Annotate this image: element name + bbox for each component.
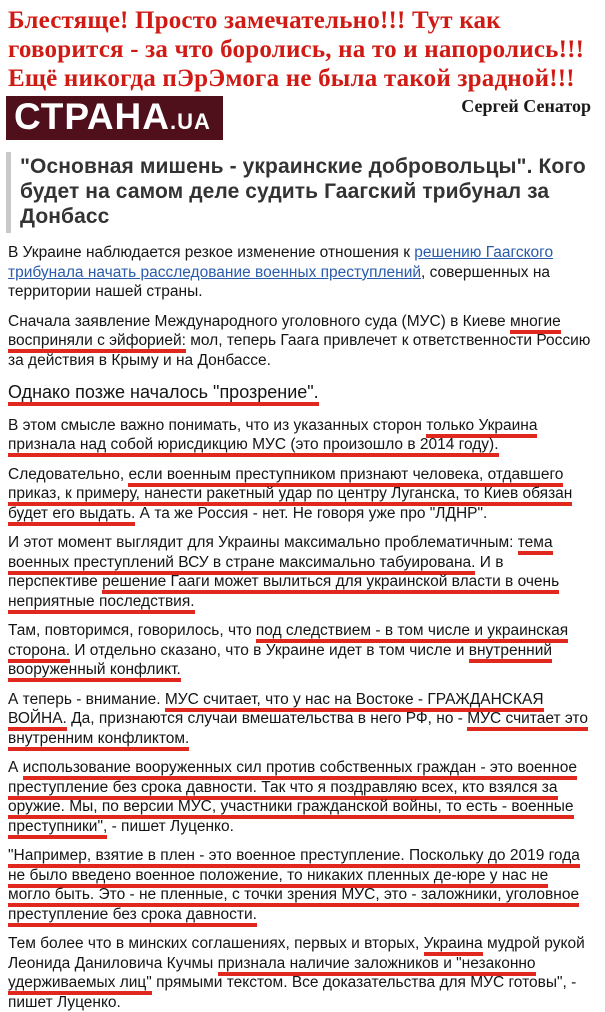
text-segment: И отдельно сказано, что в Украине идет в том числе и xyxy=(70,641,469,659)
text-segment: Следовательно, xyxy=(8,465,129,483)
red-underlined-text: решение Гааги может вылиться для украинской власти в очень неприятные последствия. xyxy=(8,573,559,614)
article-link[interactable]: решению Гаагского трибунала начать расследование военных преступлений xyxy=(8,244,554,281)
red-underlined-text: внутренний вооруженный конфликт. xyxy=(8,642,552,683)
article-paragraph xyxy=(8,621,593,680)
article-subhead xyxy=(8,383,593,403)
text-segment: Тем более что в минских соглашениях, первых и вторых, xyxy=(8,935,424,952)
text-segment: А та же Россия - нет. Не говоря уже про "ЛДНР". xyxy=(135,504,488,522)
text-segment: А xyxy=(8,759,23,776)
red-underlined-text: под следствием - в том числе и украинская сторона. xyxy=(8,622,568,663)
text-segment: В этом смысле важно понимать, что из указанных сторон xyxy=(8,416,427,434)
text-segment: А теперь - внимание. xyxy=(8,690,165,708)
article-paragraph xyxy=(8,690,593,749)
red-underlined-text: Однако позже началось "прозрение". xyxy=(8,382,319,406)
article-paragraph xyxy=(8,934,593,1012)
text-segment: прямыми текстом. Все доказательства для МУС готовы", - пишет Луценко. xyxy=(8,974,577,1011)
strana-ua-logo[interactable] xyxy=(6,96,223,140)
red-underlined-text: только Украина признала над собой юрисдикцию МУС (это произошло в 2014 году). xyxy=(8,417,537,458)
text-segment: - пишет Луценко. xyxy=(107,817,234,835)
article-headline: "Основная мишень - украинские добровольцы". Кого будет на самом деле судить Гаагский трибунал за Донбасс xyxy=(20,155,586,228)
text-segment: Там, повторимся, говорилось, что xyxy=(8,622,256,639)
article-paragraph xyxy=(8,243,593,302)
text-segment: Да, признаются случаи вмешательства в него РФ, но - xyxy=(66,710,468,727)
red-underlined-text: признала наличие заложников и "незаконно удерживаемых лиц" xyxy=(8,955,536,996)
text-segment: В Украине наблюдается резкое изменение отношения к xyxy=(8,244,415,261)
text-segment: , совершенных на территории нашей страны. xyxy=(8,263,551,300)
text-segment: И в перспективе xyxy=(8,553,504,590)
article-paragraph xyxy=(8,758,593,836)
annotation-author: Сергей Сенатор xyxy=(461,96,591,116)
article-paragraph xyxy=(8,312,593,371)
red-underlined-text: МУС считает, что у нас на Востоке - ГРАЖДАНСКАЯ ВОЙНА. xyxy=(8,691,544,732)
text-segment: И этот момент выглядит для Украины максимально проблематичным: xyxy=(8,534,518,551)
red-underlined-text: если военным преступником признают человека, отдавшего приказ, к примеру, нанести ракетный удар по центру Луганска, то Киев обязан будет его выдать. xyxy=(8,466,572,526)
red-underlined-text: "Например, взятие в плен - это военное преступление. Поскольку до 2019 года не было введено военное положение, то никаких пленных де-юре у нас не могло быть. Это - не пленные, с точки зрения МУС, это - заложники, уголовное преступление без срока давности. xyxy=(8,847,580,927)
text-segment: мол, теперь Гаага привлечет к ответственности Россию за действия в Крыму и на Донбассе. xyxy=(8,332,591,369)
text-segment: Сначала заявление Международного уголовного суда (МУС) в Киеве xyxy=(8,312,510,330)
top-annotation: Блестяще! Просто замечательно!!! Тут как говорится - за что боролись, на то и напоролись!!! Ещё никогда пЭрЭмога не была такой зрадной!!! xyxy=(8,7,585,92)
red-underlined-text: многие восприняли с эйфорией: xyxy=(8,313,561,354)
article-paragraph xyxy=(8,846,593,924)
article-paragraph xyxy=(8,533,593,611)
article-paragraph xyxy=(8,416,593,455)
meta-row xyxy=(0,94,605,150)
text-segment: мудрой рукой Леонида Даниловича Кучмы xyxy=(8,935,585,972)
red-underlined-text: Украина xyxy=(424,935,483,956)
article-body xyxy=(0,243,605,1012)
red-underlined-text: МУС считает это внутренним конфликтом. xyxy=(8,710,588,751)
article-paragraph xyxy=(8,465,593,524)
red-underlined-text: тема военных преступлений ВСУ в стране максимально табуирована. xyxy=(8,534,553,575)
logo-suffix-text: .UA xyxy=(170,109,211,134)
headline-block xyxy=(6,152,595,233)
logo-text: СТРАНА xyxy=(14,96,170,137)
red-underlined-text: использование вооруженных сил против собственных граждан - это военное преступление без срока давности. Так что я поздравляю всех, кто взялся за оружие. Мы, по версии МУС, участники гражданской войны, то есть - военные преступники", xyxy=(8,759,577,839)
